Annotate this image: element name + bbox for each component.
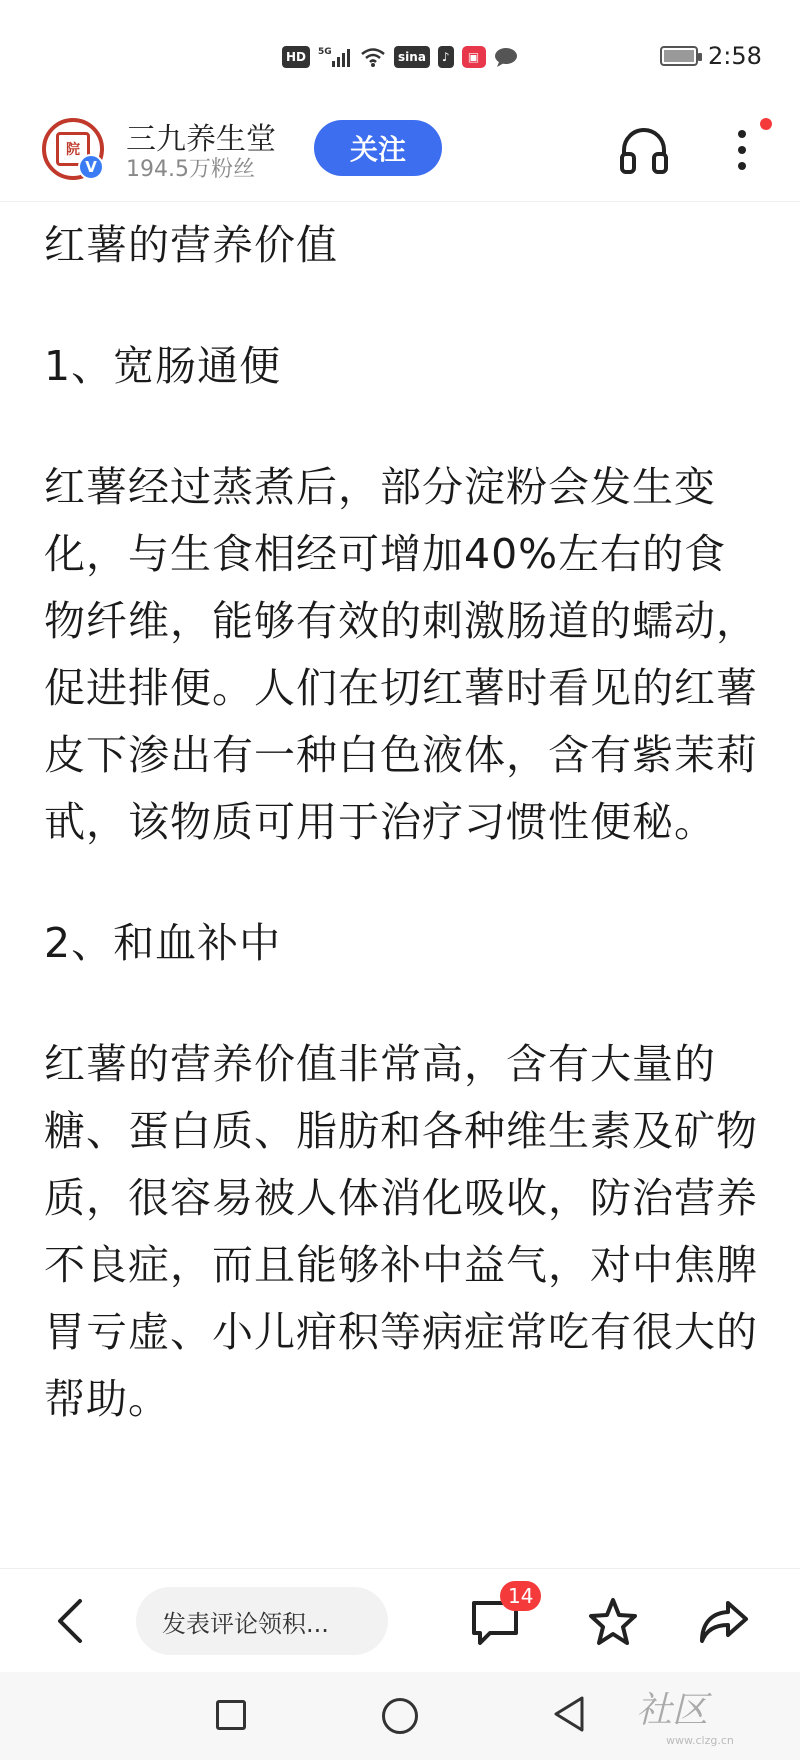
recent-apps-icon[interactable] [216,1700,246,1730]
hd-icon: HD [282,46,310,68]
follow-button[interactable]: 关注 [314,120,442,176]
svg-text:5G: 5G [318,47,332,57]
section-title: 2、和血补中 [44,919,282,967]
watermark-text: 社区 [636,1690,709,1731]
tiktok-icon: ♪ [438,46,454,68]
star-icon[interactable] [586,1595,640,1649]
system-navigation-bar [0,1672,800,1760]
share-icon[interactable] [696,1595,752,1649]
bottom-action-bar [0,1568,800,1672]
home-icon[interactable] [382,1698,418,1734]
comment-input[interactable]: 发表评论领积... [136,1587,388,1655]
author-name[interactable]: 三九养生堂 [126,122,276,157]
article-header [0,100,800,202]
section-title: 1、宽肠通便 [44,342,282,390]
watermark-url: www.clzg.cn [666,1734,734,1747]
nav-back-icon[interactable] [552,1694,586,1734]
app-notification-icon: ▣ [462,46,486,68]
status-icons [282,44,518,70]
back-arrow-icon[interactable] [50,1593,90,1649]
article-heading: 红薯的营养价值 [44,221,338,269]
follower-count: 194.5万粉丝 [126,157,255,182]
wifi-icon [360,44,386,70]
clock: 2:58 [708,42,762,70]
more-vertical-icon[interactable] [720,122,764,178]
watermark-logo [636,1682,786,1752]
comment-count-badge: 14 [500,1581,541,1611]
verified-badge-icon: V [78,154,104,180]
paragraph: 红薯的营养价值非常高，含有大量的糖、蛋白质、脂肪和各种维生素及矿物质，很容易被人体消化吸收，防治营养不良症，而且能够补中益气，对中焦脾胃亏虚、小儿疳积等病症常吃有很大的帮助。 [44,1040,758,1423]
notification-dot [760,118,772,130]
signal-icon [318,44,352,70]
paragraph: 红薯经过蒸煮后，部分淀粉会发生变化，与生食相经可增加40%左右的食物纤维，能够有效的刺激肠道的蠕动，促进排便。人们在切红薯时看见的红薯皮下渗出有一种白色液体，含有紫茉莉甙，该物质可用于治疗习惯性便秘。 [44,463,758,846]
headphone-icon[interactable] [616,122,672,178]
status-bar [0,0,800,110]
battery-icon [660,46,698,66]
article-body [44,202,760,1433]
chat-bubble-icon [494,44,518,70]
weibo-icon: sina [394,46,430,68]
avatar-logo: 院 [56,132,90,166]
